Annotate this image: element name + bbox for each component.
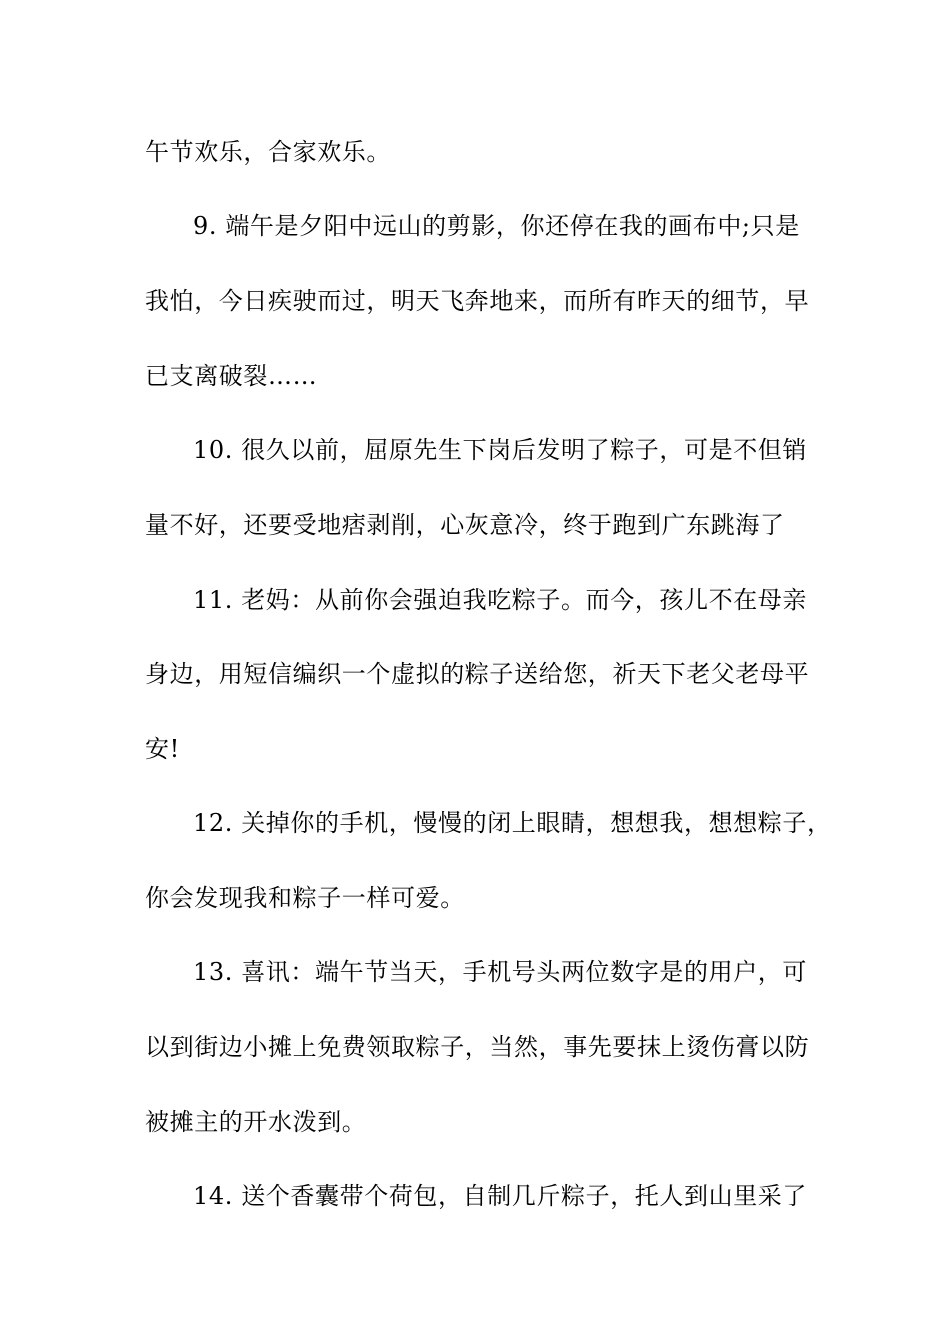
paragraph-11-line-3: 安!: [145, 735, 180, 763]
paragraph-12-line-1: 12. 关掉你的手机，慢慢的闭上眼睛，想想我，想想粽子，: [193, 809, 832, 837]
paragraph-13-line-1: 13. 喜讯：端午节当天，手机号头两位数字是的用户，可: [193, 958, 807, 986]
text-line: 午节欢乐，合家欢乐。: [145, 138, 391, 166]
paragraph-11-line-1: 11. 老妈：从前你会强迫我吃粽子。而今，孩儿不在母亲: [193, 586, 807, 614]
paragraph-10-line-1: 10. 很久以前，屈原先生下岗后发明了粽子，可是不但销: [193, 436, 807, 464]
paragraph-9-line-2: 我怕，今日疾驶而过，明天飞奔地来，而所有昨天的细节，早: [145, 287, 810, 315]
paragraph-10-line-2: 量不好，还要受地痞剥削，心灰意冷，终于跑到广东跳海了: [145, 511, 785, 539]
paragraph-9-line-1: 9. 端午是夕阳中远山的剪影，你还停在我的画布中;只是: [193, 212, 800, 240]
paragraph-13-line-2: 以到街边小摊上免费领取粽子，当然，事先要抹上烫伤膏以防: [145, 1033, 810, 1061]
paragraph-12-line-2: 你会发现我和粽子一样可爱。: [145, 884, 465, 912]
paragraph-14-line-1: 14. 送个香囊带个荷包，自制几斤粽子，托人到山里采了: [193, 1182, 807, 1210]
paragraph-9-line-3: 已支离破裂……: [145, 362, 318, 390]
paragraph-11-line-2: 身边，用短信编织一个虚拟的粽子送给您，祈天下老父老母平: [145, 660, 810, 688]
paragraph-13-line-3: 被摊主的开水泼到。: [145, 1108, 367, 1136]
